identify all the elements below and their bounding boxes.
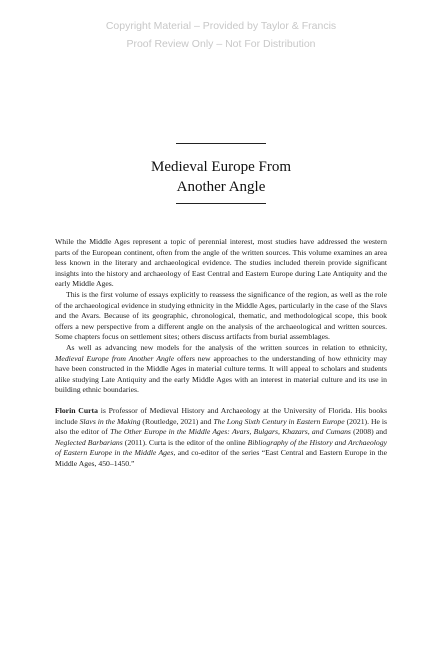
copyright-watermark [0,17,442,53]
paragraph-3-text-a: As well as advancing new models for the analysis of the written sources in relation to ethnicity, [66,342,387,352]
title-rule-top [176,143,266,144]
bio-book-1: Slavs in the Making [79,416,141,426]
watermark-line-2: Proof Review Only – Not For Distribution [126,38,316,50]
book-title-line-1: Medieval Europe From [151,159,291,175]
bio-text-1: is Professor of Medieval History and Archaeology at the University of Florida. His books include [55,405,387,426]
book-title [0,157,442,197]
description-paragraph-3 [55,343,387,396]
watermark-line-1: Copyright Material – Provided by Taylor & Francis [105,20,337,32]
description-paragraph-1: While the Middle Ages represent a topic of perennial interest, most studies have addressed the western parts of the European continent, often from the angle of the written sources. This volume examines an area less known in the literary and archaeological evidence. The studies included therein provide significant insights into the history and archaeology of East Central and Eastern Europe during Late Antiquity and the early Middle Ages. [55,237,387,289]
bio-bibliography: Bibliography of the History and Archaeology of Eastern Europe in the Middle Ages [55,437,388,458]
bio-book-4: Neglected Barbarians [55,437,123,447]
paragraph-3-book-title: Medieval Europe from Another Angle [55,353,175,363]
title-rule-bottom [176,203,266,204]
author-bio [55,406,387,470]
description-paragraph-2: This is the first volume of essays explicitly to reassess the significance of the region, as well as the role of the archaeological evidence in studying ethnicity in the Middle Ages, particularly in the case of the Slavs and the Avars. Because of its geographic, chronological, thematic, and methodological scope, this book offers a new perspective from a different angle on the analysis of the archaeological and written sources. Some chapters focus on settlement sites; others discuss artifacts from burial assemblages. [55,289,387,342]
bio-book-2: The Long Sixth Century in Eastern Europe [213,416,345,426]
book-title-line-2: Another Angle [176,179,266,195]
bio-text-2: (Routledge, 2021) and [140,416,214,426]
author-name: Florin Curta [55,405,98,415]
bio-text-6: , and co-editor of the series “East Central and Eastern Europe in the Middle Ages, 450–1450.” [55,448,387,468]
bio-text-5: (2011). Curta is the editor of the online [122,437,248,447]
paragraph-3-text-b: offers new approaches to the understanding of how ethnicity may have been constructed in the Middle Ages in material culture terms. It will appeal to scholars and students alike studying Late Antiquity and the early Middle Ages with an interest in material culture and its use in building ethnic boundaries. [55,353,388,395]
bio-text-3: (2021). He is also the editor of [55,416,387,437]
book-description [55,237,387,469]
bio-book-3: The Other Europe in the Middle Ages: Avars, Bulgars, Khazars, and Cumans [110,427,351,437]
bio-text-4: (2008) and [350,427,387,437]
